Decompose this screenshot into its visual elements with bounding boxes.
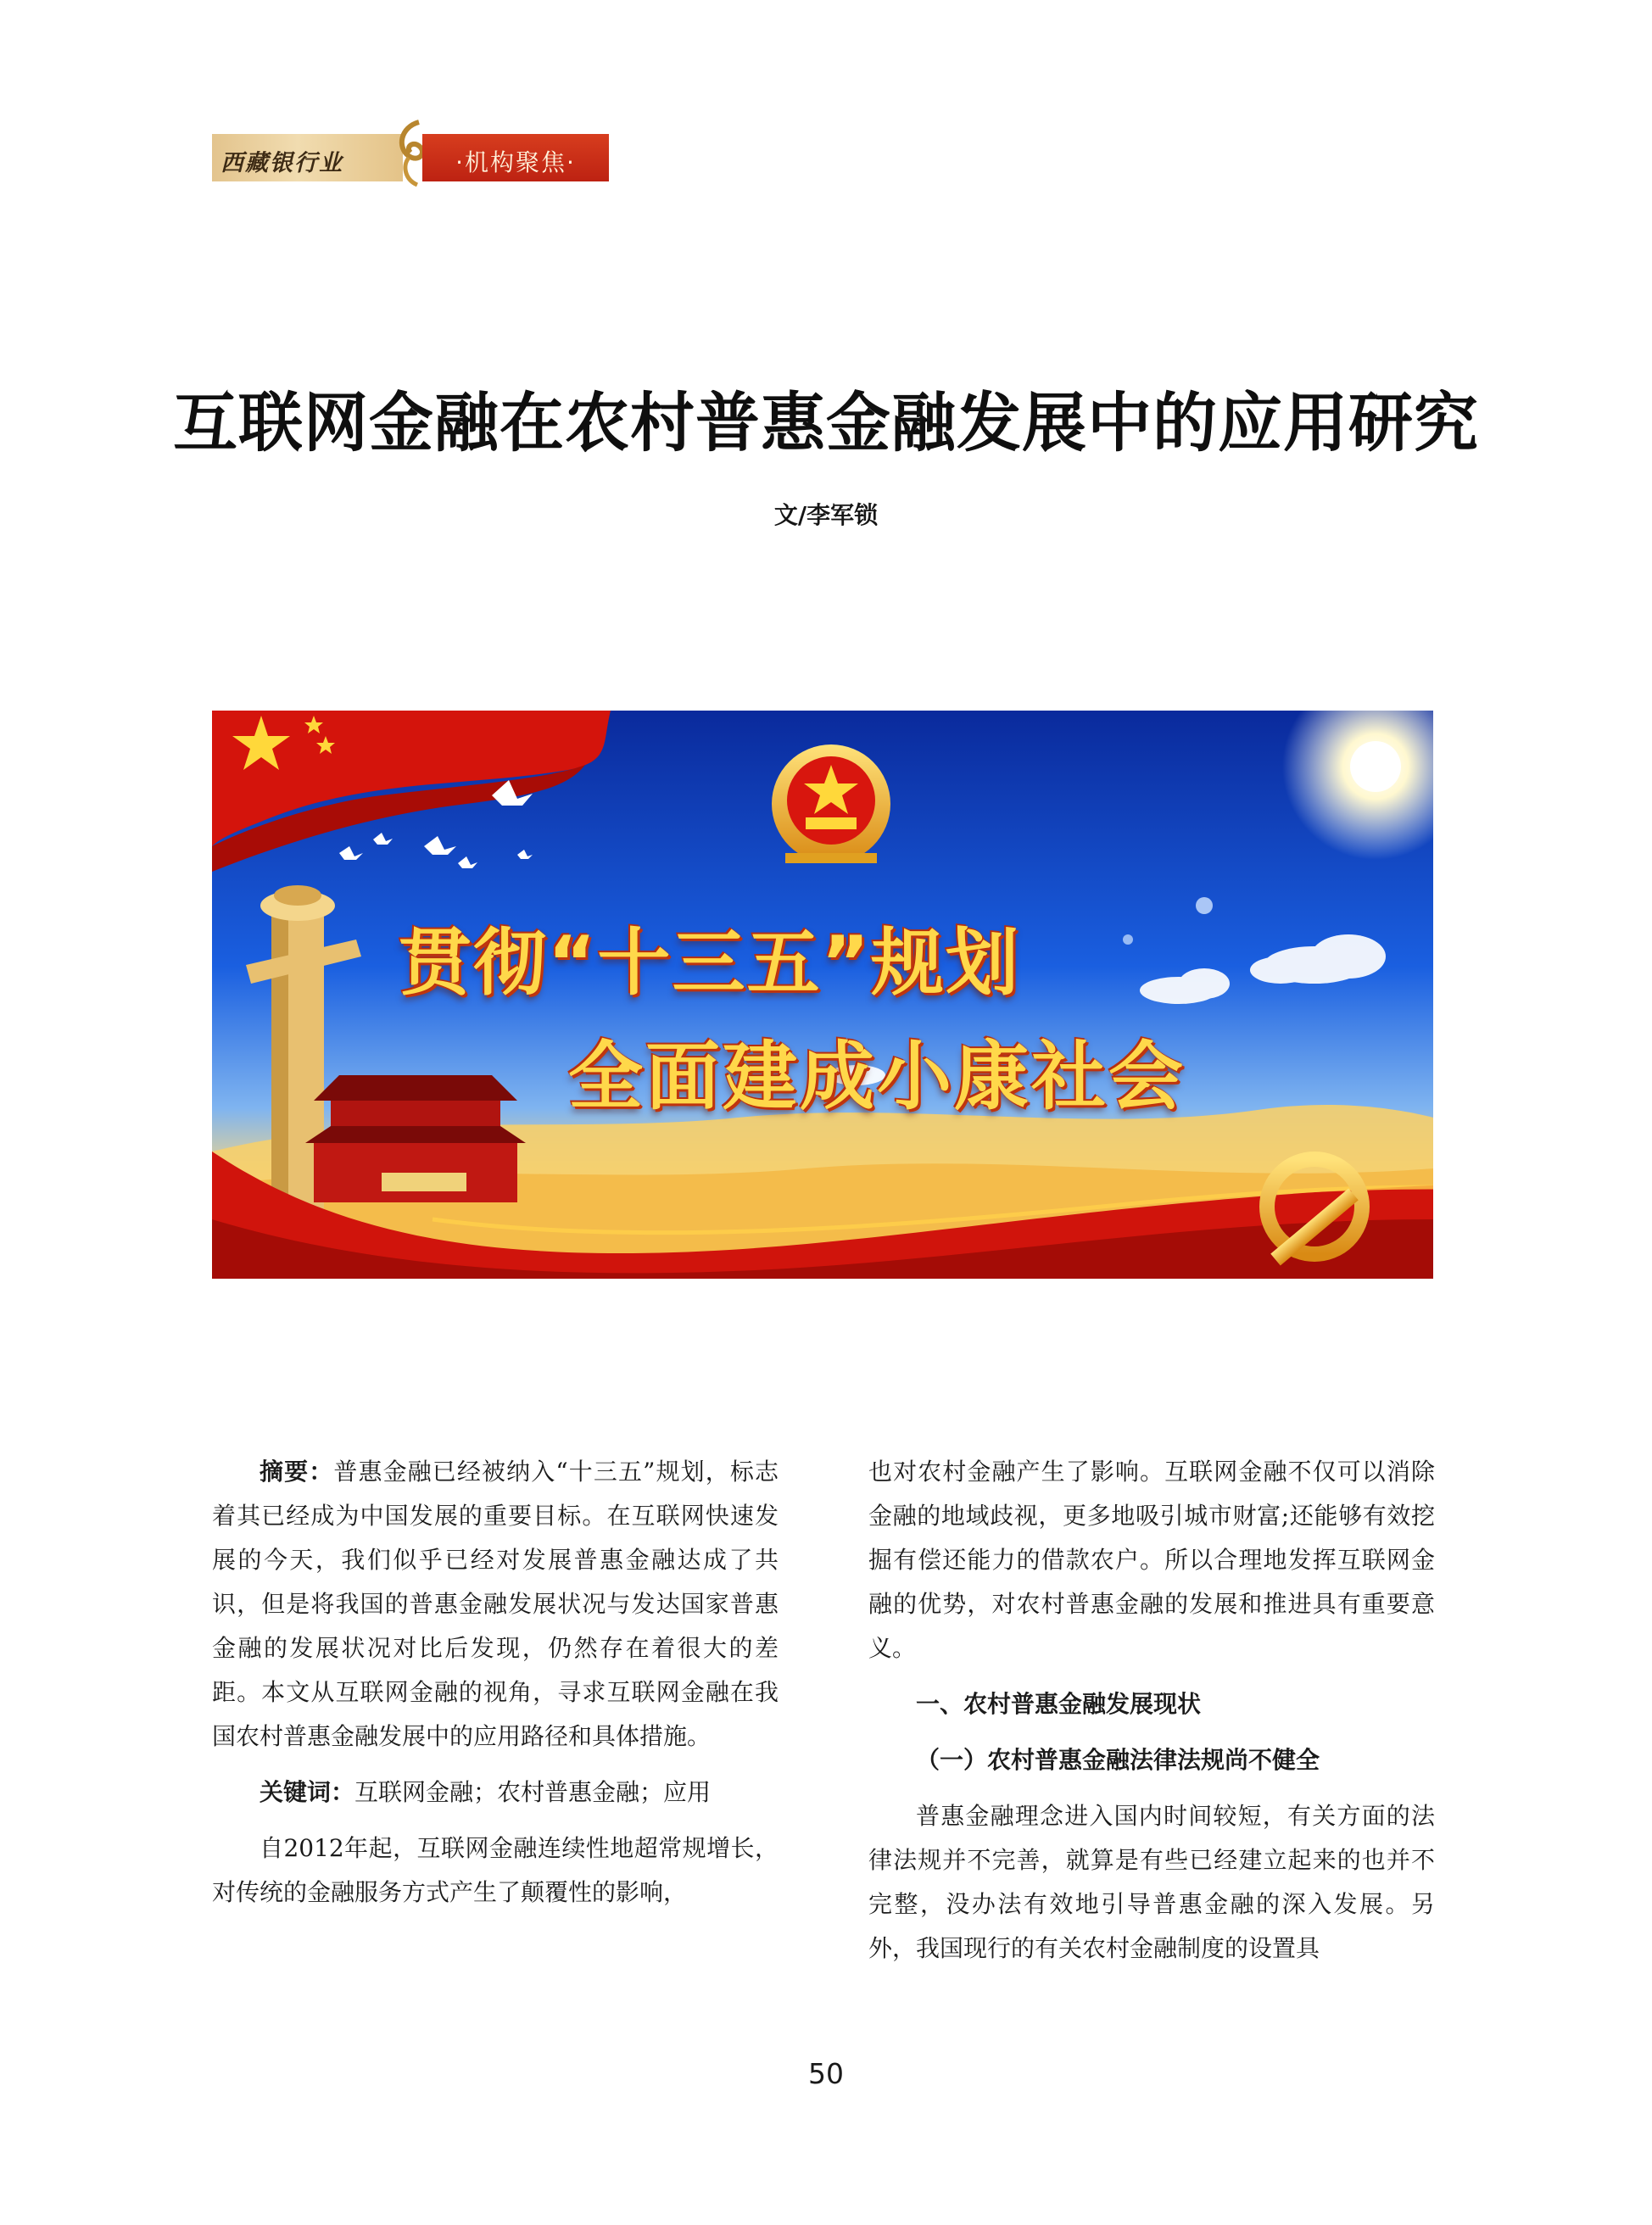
- tiananmen-icon: [305, 1075, 526, 1202]
- abstract-label: 摘要：: [260, 1458, 334, 1486]
- banner-slogan-line1: 贯彻“十三五”规划: [399, 921, 1021, 1006]
- left-column: [212, 1450, 779, 1915]
- abstract-text: 普惠金融已经被纳入“十三五”规划，标志着其已经成为中国发展的重要目标。在互联网快速发展的今天，我们似乎已经对发展普惠金融达成了共识，但是将我国的普惠金融发展状况与发达国家普惠金融的发展状况对比后发现，仍然存在着很大的差距。本文从互联网金融的视角，寻求互联网金融在我国农村普惠金融发展中的应用路径和具体措施。: [212, 1458, 779, 1750]
- banner-slogan-line2: 全面建成小康社会: [568, 1033, 1186, 1120]
- brand-tag: [212, 134, 403, 181]
- keywords-text: 互联网金融；农村普惠金融；应用: [354, 1778, 712, 1806]
- section-heading: 一、农村普惠金融发展现状: [916, 1690, 1202, 1718]
- article-title: 互联网金融在农村普惠金融发展中的应用研究: [173, 385, 1479, 460]
- subsection-heading: （一）农村普惠金融法律法规尚不健全: [916, 1746, 1320, 1774]
- banner-image: [212, 711, 1433, 1279]
- section-label: ·机构聚焦·: [455, 148, 576, 176]
- section-tag: [422, 134, 609, 181]
- body-paragraph: 普惠金融理念进入国内时间较短，有关方面的法律法规并不完善，就算是有些已经建立起来的也并不完整，没办法有效地引导普惠金融的深入发展。另外，我国现行的有关农村金融制度的设置具: [868, 1802, 1435, 1962]
- keywords-paragraph: [212, 1771, 779, 1815]
- right-column: [868, 1450, 1435, 1971]
- keywords-label: 关键词：: [260, 1778, 355, 1806]
- page-number: 50: [808, 2057, 844, 2090]
- section-badge: [212, 134, 609, 181]
- abstract-paragraph: [212, 1450, 779, 1759]
- brand-text: 西藏银行业: [220, 150, 343, 176]
- body-paragraph-continued: 也对农村金融产生了影响。互联网金融不仅可以消除金融的地域歧视，更多地吸引城市财富;还能够有效挖掘有偿还能力的借款农户。所以合理地发挥互联网金融的优势，对农村普惠金融的发展和推进具有重要意义。: [868, 1458, 1435, 1662]
- article-author: 文/李军锁: [773, 501, 879, 529]
- intro-paragraph: 自2012年起，互联网金融连续性地超常规增长，对传统的金融服务方式产生了颠覆性的影响，: [212, 1834, 779, 1906]
- national-emblem-icon: [772, 744, 890, 863]
